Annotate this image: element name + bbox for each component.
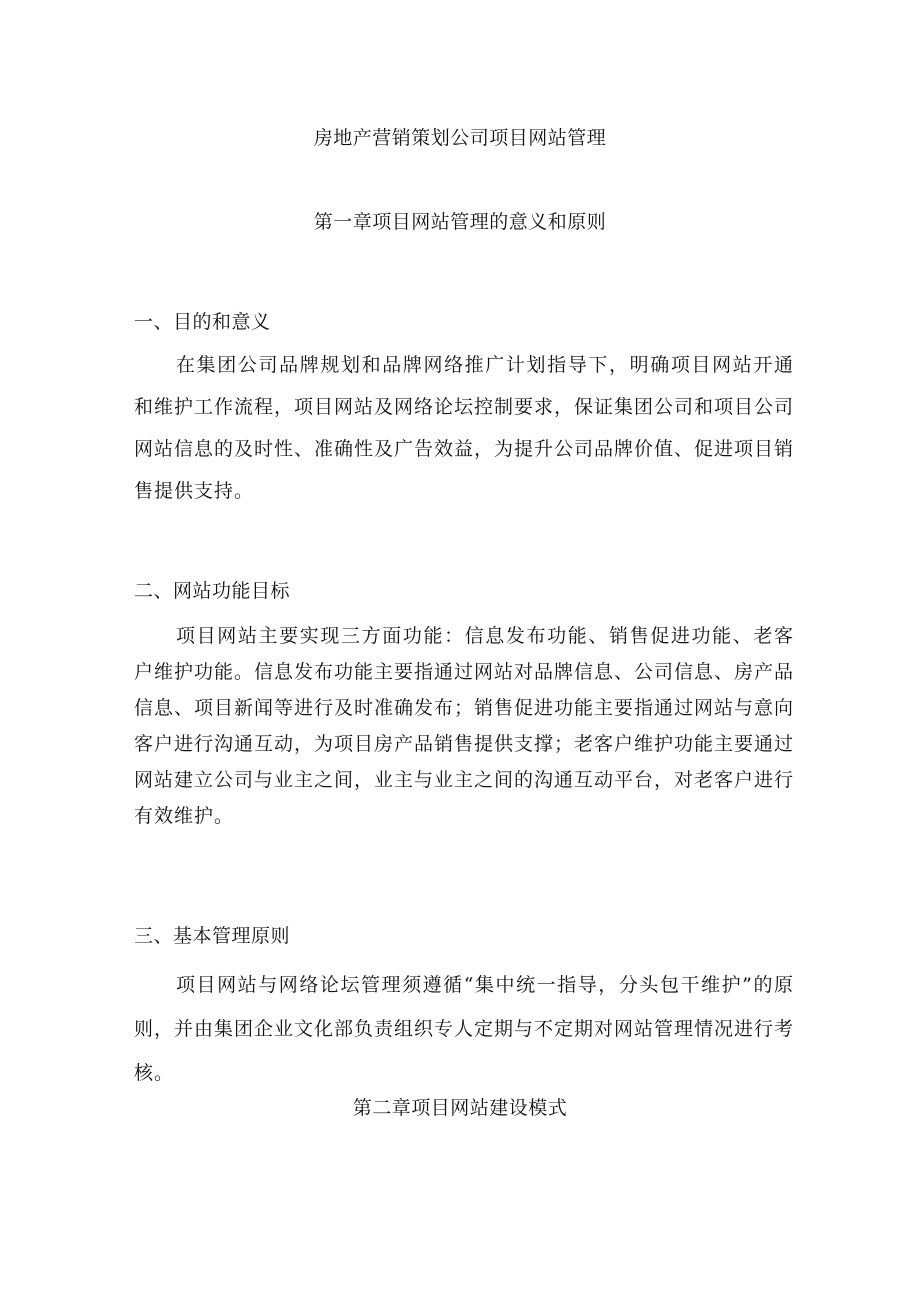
chapter-2-title: 第二章项目网站建设模式 xyxy=(352,1097,568,1119)
section-3-paragraph: 项目网站与网络论坛管理须遵循“集中统一指导，分头包干维护”的原则，并由集团企业文化部负责组织专人定期与不定期对网站管理情况进行考核。 xyxy=(134,974,795,1084)
document-title: 房地产营销策划公司项目网站管理 xyxy=(313,127,607,149)
section-2-heading: 二、网站功能目标 xyxy=(134,580,291,602)
section-1-heading: 一、目的和意义 xyxy=(134,311,271,333)
section-3-heading: 三、基本管理原则 xyxy=(134,925,291,947)
section-1-paragraph: 在集团公司品牌规划和品牌网络推广计划指导下，明确项目网站开通和维护工作流程，项目网站及网络论坛控制要求，保证集团公司和项目公司网站信息的及时性、准确性及广告效益，为提升公司品牌价值、促进项目销售提供支持。 xyxy=(134,354,795,502)
chapter-1-title: 第一章项目网站管理的意义和原则 xyxy=(313,211,607,233)
section-2-paragraph: 项目网站主要实现三方面功能：信息发布功能、销售促进功能、老客户维护功能。信息发布功能主要指通过网站对品牌信息、公司信息、房产品信息、项目新闻等进行及时准确发布；销售促进功能主要指通过网站与意向客户进行沟通互动，为项目房产品销售提供支撑；老客户维护功能主要通过网站建立公司与业主之间，业主与业主之间的沟通互动平台，对老客户进行有效维护。 xyxy=(134,625,795,827)
